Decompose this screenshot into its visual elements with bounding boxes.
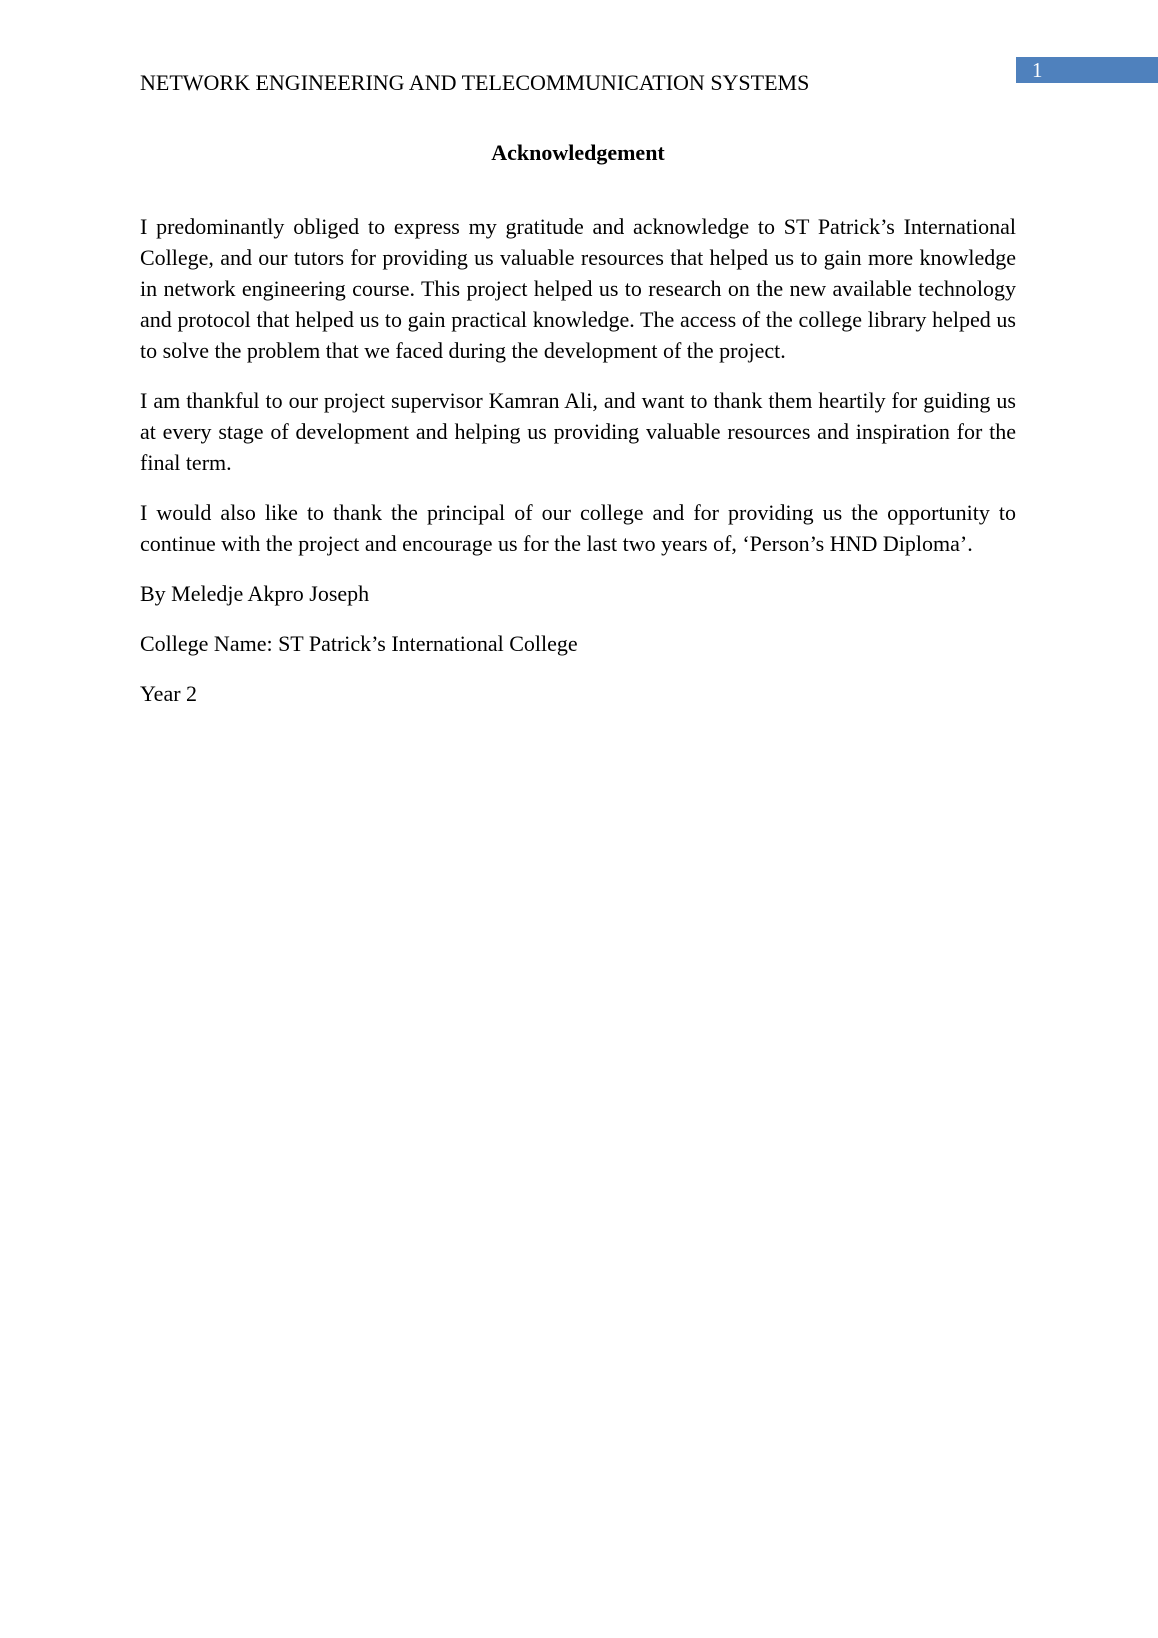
page-number: 1 (1032, 58, 1043, 82)
college-line: College Name: ST Patrick’s International College (140, 631, 578, 656)
paragraph-principal: I would also like to thank the principal of our college and for providing us the opportunity to continue with the project and encourage us for the last two years of, ‘Person’s HND Diploma’. (140, 500, 1016, 556)
running-header: NETWORK ENGINEERING AND TELECOMMUNICATION SYSTEMS (140, 70, 810, 95)
page-number-bar (1016, 57, 1158, 83)
document-body (140, 211, 1016, 728)
author-line: By Meledje Akpro Joseph (140, 581, 370, 606)
paragraph-supervisor: I am thankful to our project supervisor Kamran Ali, and want to thank them heartily for guiding us at every stage of development and helping us providing valuable resources and inspiration for the final term. (140, 388, 1016, 475)
page-title: Acknowledgement (491, 140, 665, 165)
paragraph-gratitude: I predominantly obliged to express my gratitude and acknowledge to ST Patrick’s International College, and our tutors for providing us valuable resources that helped us to gain more knowledge in network engineering course. This project helped us to research on the new available technology and protocol that helped us to gain practical knowledge. The access of the college library helped us to solve the problem that we faced during the development of the project. (140, 214, 1016, 363)
year-line: Year 2 (140, 681, 198, 706)
